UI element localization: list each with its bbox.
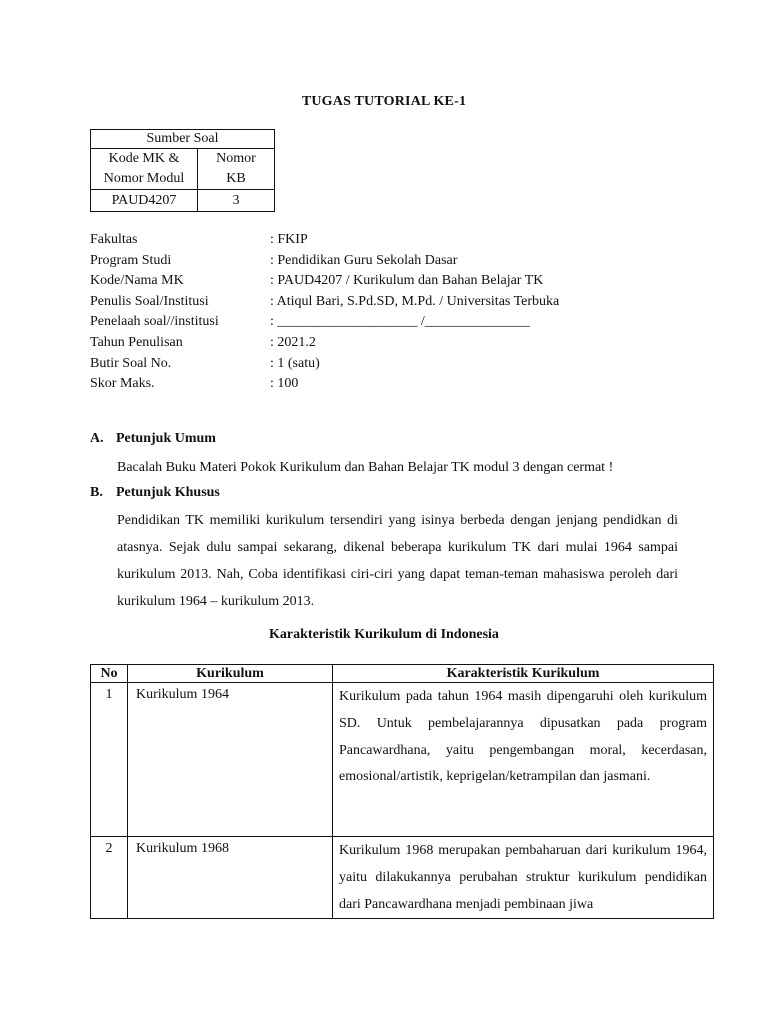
section-a-title: Petunjuk Umum xyxy=(116,431,216,446)
info-value: : Pendidikan Guru Sekolah Dasar xyxy=(270,252,458,268)
info-row-penelaah xyxy=(90,312,559,333)
info-value: : FKIP xyxy=(270,232,308,247)
table-header-row xyxy=(91,665,714,683)
info-value: : PAUD4207 / Kurikulum dan Bahan Belajar TK xyxy=(270,273,544,289)
info-value: : 2021.2 xyxy=(270,334,316,350)
source-table xyxy=(90,129,275,212)
info-row-butir-soal xyxy=(90,354,559,375)
table-title: Karakteristik Kurikulum di Indonesia xyxy=(269,627,499,642)
source-table-header: Sumber Soal xyxy=(91,130,275,149)
info-block xyxy=(90,230,559,395)
section-b-heading xyxy=(90,485,220,501)
row-karakteristik: Kurikulum 1968 merupakan pembaharuan dari kurikulum 1964, yaitu dilakukannya perubahan struktur kurikulum pendidikan dari Pancawardhana menjadi pembinaan jiwa xyxy=(333,837,714,919)
table-row xyxy=(91,683,714,837)
nomor-kb-header xyxy=(198,149,275,190)
info-value: : Atiqul Bari, S.Pd.SD, M.Pd. / Universitas Terbuka xyxy=(270,293,560,309)
info-label: Program Studi xyxy=(90,252,172,268)
col-header-karakteristik: Karakteristik Kurikulum xyxy=(333,665,714,683)
nomor-kb-value: 3 xyxy=(198,190,275,212)
info-row-kode-nama-mk xyxy=(90,271,559,292)
col-header-kurikulum: Kurikulum xyxy=(128,665,333,683)
table-row xyxy=(91,837,714,919)
karakteristik-table xyxy=(90,664,714,919)
section-a-letter: A. xyxy=(90,431,104,446)
info-value: : 100 xyxy=(270,376,299,392)
info-row-skor xyxy=(90,374,559,395)
info-label: Fakultas xyxy=(90,232,138,247)
kode-mk-value: PAUD4207 xyxy=(91,190,198,212)
info-row-fakultas xyxy=(90,230,559,251)
info-value: : 1 (satu) xyxy=(270,355,320,371)
info-label: Tahun Penulisan xyxy=(90,334,183,350)
document-title: TUGAS TUTORIAL KE-1 xyxy=(301,94,467,109)
section-b-text: Pendidikan TK memiliki kurikulum tersendiri yang isinya berbeda dengan jenjang pendidkan di atasnya. Sejak dulu sampai sekarang, dikenal beberapa kurikulum TK dari mulai 1964 sampai kurikulum 2013. Nah, Coba identifikasi ciri-ciri yang dapat teman-teman mahasiswa peroleh dari kurikulum 1964 – kurikulum 2013. xyxy=(117,513,678,609)
info-label: Penulis Soal/Institusi xyxy=(90,293,209,309)
info-label: Butir Soal No. xyxy=(90,355,172,371)
row-no: 2 xyxy=(91,837,128,919)
row-karakteristik: Kurikulum pada tahun 1964 masih dipengaruhi oleh kurikulum SD. Untuk pembelajarannya dipusatkan pada program Pancawardhana, yaitu pengembangan moral, kecerdasan, emosional/artistik, keprigelan/ketrampilan dan jasmani. xyxy=(333,683,714,837)
row-kurikulum: Kurikulum 1964 xyxy=(128,683,333,837)
info-label: Kode/Nama MK xyxy=(90,273,184,289)
info-label: Skor Maks. xyxy=(90,376,155,392)
section-b-letter: B. xyxy=(90,485,103,500)
row-no: 1 xyxy=(91,683,128,837)
nomor-kb-header-line-2: KB xyxy=(226,171,246,186)
section-a-text: Bacalah Buku Materi Pokok Kurikulum dan Bahan Belajar TK modul 3 dengan cermat ! xyxy=(117,460,614,475)
section-a-heading xyxy=(90,431,216,447)
info-row-tahun xyxy=(90,333,559,354)
row-kurikulum: Kurikulum 1968 xyxy=(128,837,333,919)
kode-mk-header-line-2: Nomor Modul xyxy=(103,171,185,186)
nomor-kb-header-line-1: Nomor xyxy=(216,151,256,166)
info-value: : ____________________ /_______________ xyxy=(270,314,530,330)
section-b-title: Petunjuk Khusus xyxy=(116,485,220,500)
col-header-no: No xyxy=(91,665,128,683)
kode-mk-header-line-1: Kode MK & xyxy=(108,151,180,166)
info-label: Penelaah soal//institusi xyxy=(90,314,219,330)
info-row-program-studi xyxy=(90,251,559,272)
info-row-penulis xyxy=(90,292,559,313)
kode-mk-header xyxy=(91,149,198,190)
